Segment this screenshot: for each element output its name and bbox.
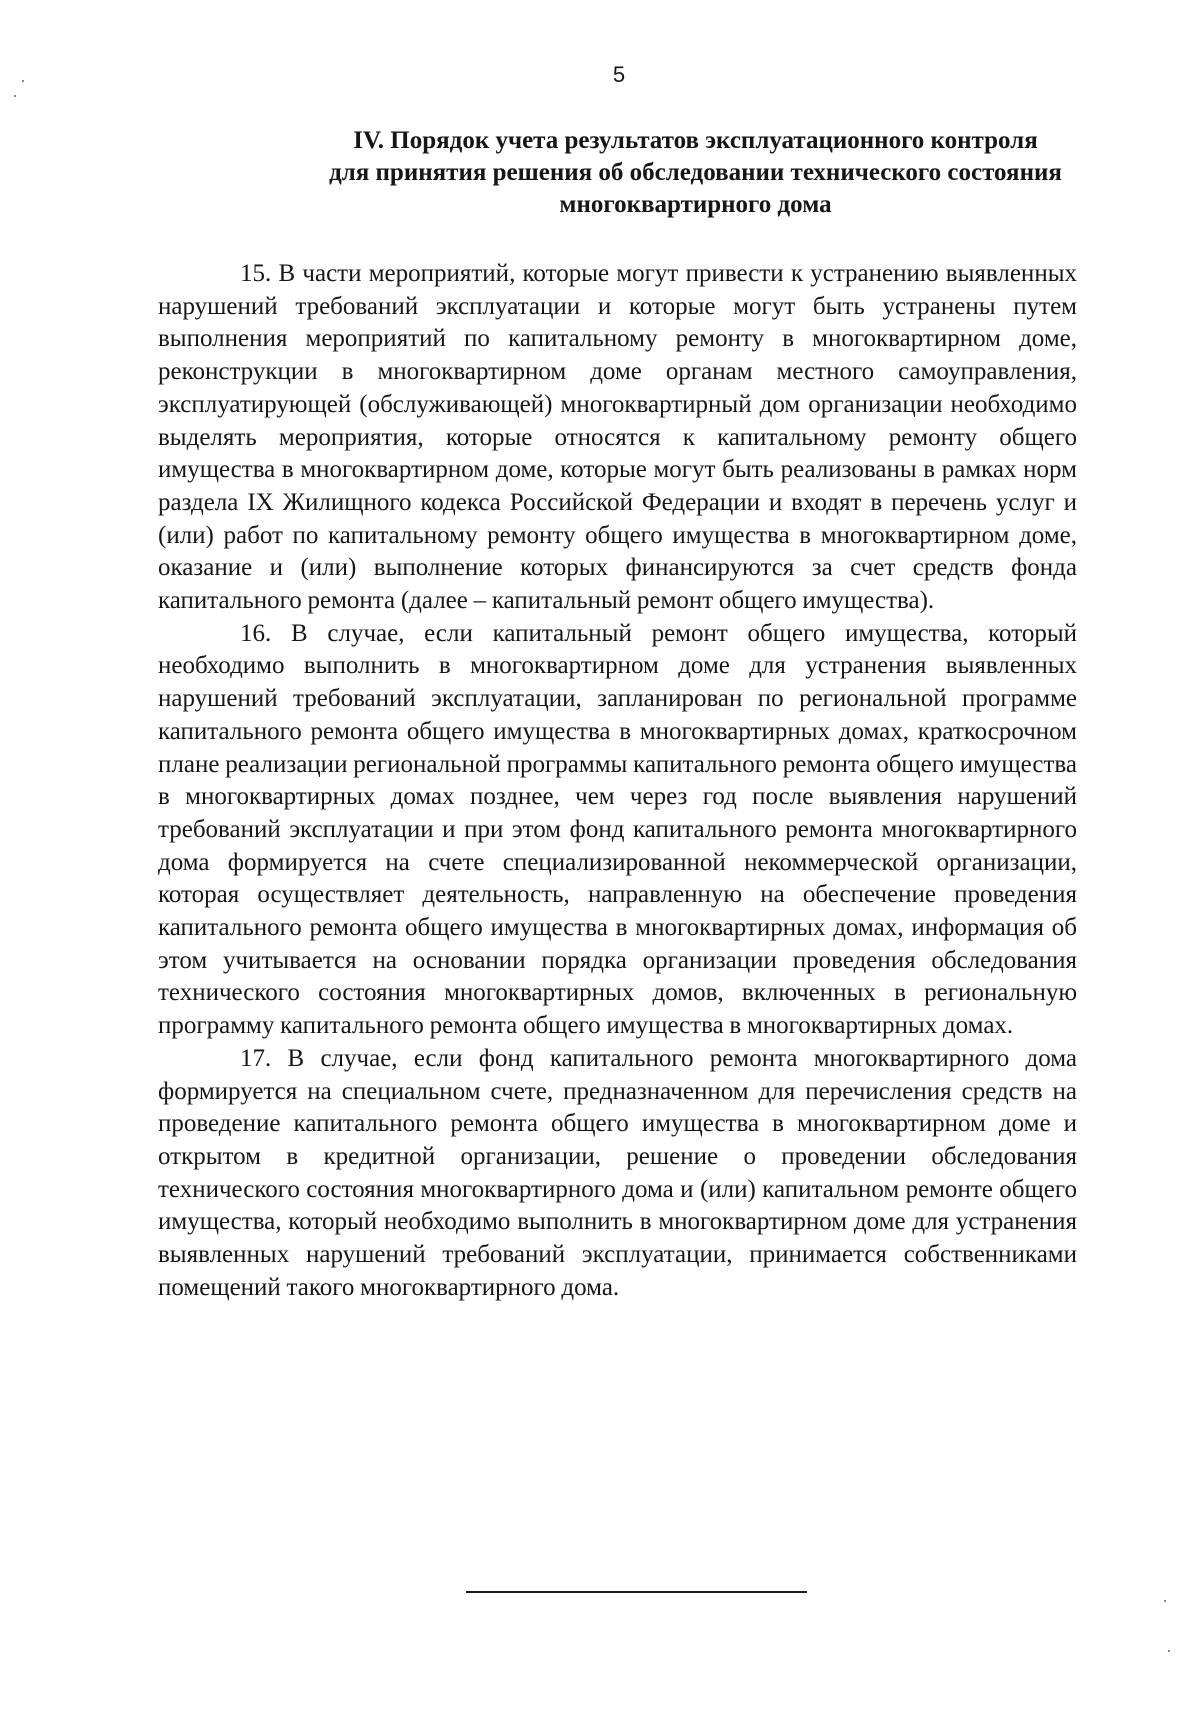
end-rule (466, 1591, 807, 1593)
scan-dot (22, 80, 24, 82)
section-heading-line: многоквартирного дома (559, 191, 832, 218)
paragraph-17: 17. В случае, если фонд капитального ремонта многоквартирного дома формируется на специальном счете, предназначенном для перечисления средств на проведение капитального ремонта общего имущества в многоквартирном доме и открытом в кредитной организации, решение о проведении обследования технического состояния многоквартирного дома и (или) капитальном ремонте общего имущества, который необходимо выполнить в многоквартирном доме для устранения выявленных нарушений требований эксплуатации, принимается собственниками помещений такого многоквартирного дома. (158, 1044, 1077, 1301)
scan-dot (1164, 1600, 1166, 1602)
document-body (158, 258, 1077, 1305)
paragraph-16: 16. В случае, если капитальный ремонт общего имущества, который необходимо выполнить в многоквартирном доме для устранения выявленных нарушений требований эксплуатации, запланирован по региональной программе капитального ремонта общего имущества в многоквартирных домах, краткосрочном плане реализации региональной программы капитального ремонта общего имущества в многоквартирных домах позднее, чем через год после выявления нарушений требований эксплуатации и при этом фонд капитального ремонта многоквартирного дома формируется на счете специализированной некоммерческой организации, которая осуществляет деятельность, направленную на обеспечение проведения капитального ремонта общего имущества в многоквартирных домах, информация об этом учитывается на основании порядка организации проведения обследования технического состояния многоквартирных домов, включенных в региональную программу капитального ремонта общего имущества в многоквартирных домах. (158, 619, 1077, 1040)
section-heading-line: для принятия решения об обследовании технического состояния (329, 159, 1062, 186)
page-number: 5 (612, 62, 626, 87)
section-heading (158, 125, 1200, 221)
scan-dot (14, 95, 16, 97)
paragraph-15: 15. В части мероприятий, которые могут привести к устранению выявленных нарушений требований эксплуатации и которые могут быть устранены путем выполнения мероприятий по капитальному ремонту в многоквартирном доме, реконструкции в многоквартирном доме органам местного самоуправления, эксплуатирующей (обслуживающей) многоквартирный дом организации необходимо выделять мероприятия, которые относятся к капитальному ремонту общего имущества в многоквартирном доме, которые могут быть реализованы в рамках норм раздела IX Жилищного кодекса Российской Федерации и входят в перечень услуг и (или) работ по капитальному ремонту общего имущества в многоквартирном доме, оказание и (или) выполнение которых финансируются за счет средств фонда капитального ремонта (далее – капитальный ремонт общего имущества). (158, 260, 1077, 615)
scan-dot (1168, 1650, 1170, 1652)
section-heading-line: IV. Порядок учета результатов эксплуатационного контроля (353, 127, 1038, 154)
